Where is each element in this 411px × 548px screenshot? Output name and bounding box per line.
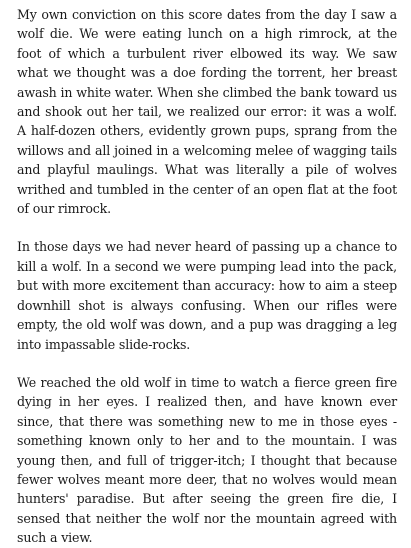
paragraph-2: In those days we had never heard of passing up a chance to kill a wolf. In a second we were pumping lead into the pack, but with more excitement than accuracy: how to aim a steep downhill shot is always confusing. When our rifles were empty, the old wolf was down, and a pup was dragging a leg into impassable slide-rocks. — [17, 239, 397, 352]
paragraph-1: My own conviction on this score dates from the day I saw a wolf die. We were eating lunch on a high rimrock, at the foot of which a turbulent river elbowed its way. We saw what we thought was a doe fording the torrent, her breast awash in white water. When she climbed the bank toward us and shook out her tail, we realized our error: it was a wolf. A half-dozen others, evidently grown pups, sprang from the willows and all joined in a welcoming melee of wagging tails and playful maulings. What was literally a pile of wolves writhed and tumbled in the center of an open flat at the foot of our rimrock. — [17, 7, 397, 217]
document-body — [17, 5, 397, 548]
paragraph-3: We reached the old wolf in time to watch a fierce green fire dying in her eyes. I realized then, and have known ever since, that there was something new to me in those eyes - something known only to her and to the mountain. I was young then, and full of trigger-itch; I thought that because fewer wolves meant more deer, that no wolves would mean hunters' paradise. But after seeing the green fire die, I sensed that neither the wolf nor the mountain agreed with such a view. — [17, 374, 397, 546]
